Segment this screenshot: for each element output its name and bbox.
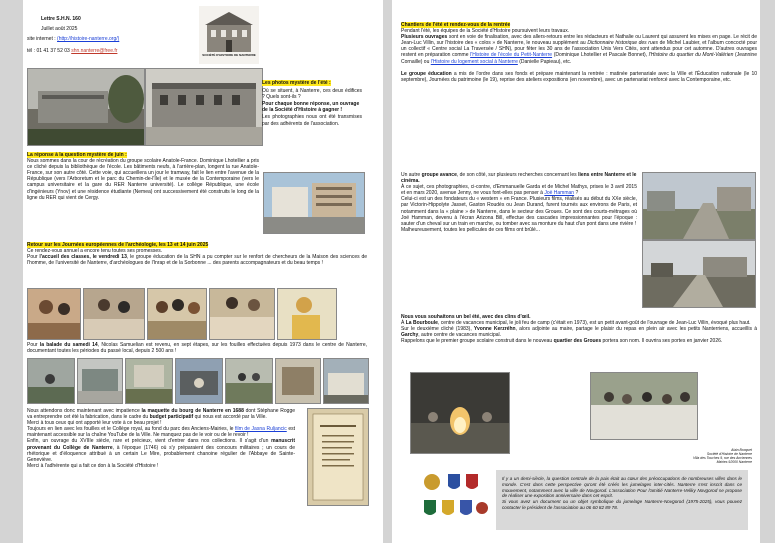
ecole-link[interactable]: l'Histoire de l'école du Petit-Nanterre [470,52,553,59]
ouvrages-b: de Michel Laubier, et l'album concocté pour un collectif « Centre social La Traversée / SHN), pour fêter les 30 ans de l'association Unis Vers Cités, sont attendus pour cet automne. D'autres ouvrages restent en préparation comme [401,40,757,59]
education-bold: Le groupe éducation [401,70,452,77]
bourboule-pre: À [401,320,406,327]
cinema-photos-text [401,184,637,196]
mystery-prize: Pour chaque bonne réponse, un ouvrage de la Société d'Histoire à gagner ! [262,101,360,114]
manuscript-photo [307,408,369,506]
groues-post: portera son nom. Il ouvrira ses portes en janvier 2026. [601,338,723,345]
ete-groues [401,338,757,344]
bourboule-photo-image [411,373,509,453]
site-label: site internet : [27,36,56,42]
archeo-classes-post: , le groupe éducation de la SHN a pu compter sur le renfort de chercheurs de la Maison des sciences de l'homme, de l'université de Nanterre, d'archéologues de l'Inrap et de la Sorbonne ... des parents accompagnateurs et du beau temps ! [27,254,368,267]
ouvrages-c: (Dominique Lhotellier et Pascale Bonnet), [552,52,649,59]
archeo-balade-pre: Pour [27,342,40,348]
ouvrages-e: (Danielle Papieau), etc. [517,58,572,65]
logo-line-1: SOCIÉTÉ D'HISTOIRE [202,53,234,57]
garchy-photo-image [591,373,697,439]
balade-photo-3-image [126,359,172,403]
cinema-intro-bold: groupe avance [421,172,457,178]
balade-photo-2 [77,358,123,404]
chantiers-ouvrages [401,34,757,64]
maquette-section [27,408,295,469]
answer-photo [263,172,365,234]
cinema-intro-mid: , de son côté, sur plusieurs recherches concernant les [456,172,579,178]
society-logo [199,6,259,64]
logo-line-2: DE NANTERRE [234,53,256,57]
maquette-intro-pre: Nous attendons donc maintenant avec impatience [27,408,142,414]
mystery-section [262,80,362,127]
jumelage-text [502,476,742,511]
maquette-manuscript-post: , à l'époque (1746) où s'y préparaient des concours militaires ; un cours de rhétorique et d'éloquence attribué à un certain Le Mire, probablement chanoine régulier de l'Abbaye de Sainte-Geneviève. [27,444,295,463]
archeo-classes [27,254,367,266]
logo-caption [199,54,259,58]
hamman-link[interactable]: Joë Hamman [544,190,575,197]
mystery-title: Les photos mystère de l'été : [262,80,331,86]
archeo-photo-3-image [148,289,206,339]
garchy-bold: Yvonne Kerzréhn [473,326,516,333]
signature-block [690,448,752,464]
answer-body: Nous sommes dans la cour de récréation du groupe scolaire Anatole-France. Dominique Lhotellier a pris ce cliché depuis la bibliothèque de l'école. Les bâtiments neufs, à l'arrière-plan, longent la rue Anatole-France, sur son autre côté. Cette voie, qui accueillera un jour le tramway, fait le lien entre l'avenue de la République (vers l'Arboretum et le parc du Chemin-de-l'Île) et le musée de la Contemporaine (vers le campus universitaire et la gare du RER Nanterre université). Le collège République, une école d'ingénieurs (Ynov) et une résidence étudiante (Nemea) ont successivement été construits le long de la ligne du RER qui vient de Cergy. [27,158,259,201]
archeo-photo-3 [147,288,207,340]
balade-photo-6-image [276,359,320,403]
balade-photo-2-image [78,359,122,403]
cinema-western: Celui-ci est un des fondateurs du « western » en France. Plusieurs films, réalisés au début du XXe siècle, par Victorin-Hippolyte Jasset, Gaston Roudès ou Jean Durand, furent tournés aux environs de Paris, et notamment dans la « plaine » de Nanterre, dans le secteur des Groues. Ce sont des courts-métrages où Joë Hamman, devenu à l'écran Arizona Bill, effectue des cascades impressionnantes pour l'époque : sauter d'un cheval sur un train en marche, ou tomber avec sa monture du haut d'un pont dans une rivière ! [401,196,637,227]
garchy-mid: , alors adjointe au maire, partage le plaisir du repas en plein air avec les petits Nanterriens, accueillis à [515,326,757,333]
maquette-film [27,426,295,438]
archeo-photo-5-image [278,289,336,339]
archeo-photo-1 [27,288,81,340]
bourboule-post: , centre de vacances municipal, le joli feu de camp (c'était en 1973), est un petit avant-goût de l'ouvrage de Jean-Luc Villin, évoqué plus haut. [437,320,751,327]
signature-role: Société d'Histoire de Nanterre [706,452,752,456]
chantiers-section [401,22,757,83]
avenue-jenny-photo-2 [642,240,756,308]
maquette-manuscript [27,438,295,462]
mystery-photo-1-image [28,69,144,145]
maquette-donor: Merci à l'adhérente qui a fait ce don à la Société d'Histoire ! [27,462,159,469]
jumelage-p1: Il y a un demi-siècle, la question centrale de la paix était au cœur des préoccupations de nombreuses villes dans le monde. C'est dans cette perspective qu'ont été créés les jumelages inter-cités. Nanterre s'est inscrit dans ce mouvement, notamment avec la ville de Novgorod. L'association Pour l'amitié Nanterre-Veliky Novgorod se propose de réaliser une exposition anniversaire dans cet esprit. [502,476,742,499]
mystery-credit: Les photographies nous ont été transmises par des adhérents de l'association. [262,114,362,127]
archeo-section [27,242,367,266]
maquette-manuscript-pre: Enfin, un ouvrage du XVIIIe siècle, rare et précieux, vient d'entrer dans nos collections. Il s'agit d'un [27,438,272,445]
maquette-intro-bold2: budget participatif [149,414,194,421]
archeo-photo-4-image [210,289,274,339]
avenue-jenny-photo-1-image [643,173,755,239]
manuscript-photo-image [308,409,368,505]
chantiers-intro: Pendant l'été, les équipes de la Société d'Histoire poursuivent leurs travaux. [401,28,570,35]
balade-photo-5-image [226,359,272,403]
balade-photo-4-image [176,359,222,403]
newsletter-page-1 [23,0,383,543]
contact-line [27,48,117,54]
archeo-photo-1-image [28,289,80,339]
site-line [27,36,119,42]
answer-section [27,152,259,201]
answer-photo-image [264,173,364,233]
garchy-photo [590,372,698,440]
balade-photo-1-image [28,359,74,403]
balade-photo-1 [27,358,75,404]
newsletter-title: Lettre S.H.N. 160 [41,16,81,22]
garchy-pre: Sur le deuxième cliché (1983), [401,326,474,333]
mystery-photo-1 [27,68,145,146]
bourboule-bold: La Bourboule [405,320,438,327]
balade-photo-7-image [324,359,368,403]
maquette-thanks: Merci à tous ceux qui ont apporté leur vote à ce beau projet ! [27,420,162,427]
maquette-intro-bold: la maquette du bourg de Nanterre en 1688 [141,408,244,414]
signature-city: Mairies 92000 Nanterre [716,460,752,464]
balade-photo-5 [225,358,273,404]
cinema-photos-pre: À ce sujet, ces photographies, ci-contre, d'Emmanuelle Garda et de Michel Mathys, prises le 3 avril 2015 et en mars 2020, avenue Jenny, ne vous font-elles pas penser à [401,184,637,197]
archeo-balade [27,342,367,354]
crest-icons [418,470,490,530]
maquette-film-pre: Toujours en lien avec les fouilles et le Collège royal, au fond du parc des Anciens-Mairies, le [27,426,236,433]
archeo-classes-pre: Pour [27,254,40,261]
ete-intro: Nous vous souhaitons un bel été, avec des clins d'œil. [401,314,531,320]
cinema-intro-pre: Un autre [401,172,422,178]
jumelage-emblems [418,470,490,530]
balade-photo-3 [125,358,173,404]
cinema-intro [401,172,637,184]
newsletter-page-2 [392,0,760,543]
groues-pre: Rappelons que le premier groupe scolaire construit dans le nouveau [401,338,554,345]
ouvrages-dict: Dictionnaire historique des rues [587,40,659,47]
groues-bold: quartier des Groues [553,338,602,345]
signature-name: Alain Bocquet [731,448,752,452]
phone-number: tél : 01 41 37 52 03 [27,48,70,54]
maquette-intro-post: qui nous est accordé par la Ville. [193,414,267,421]
header-box [27,14,167,64]
mystery-question: Où se situent, à Nanterre, ces deux édifices ? Quels sont-ils ? [262,88,362,101]
archeo-intro: Ce rendez-vous annuel a encore tenu toutes ses promesses. [27,248,163,255]
garchy-bold2: Garchy [401,332,419,339]
avenue-jenny-photo-2-image [643,241,755,307]
email-link[interactable]: shn.nanterre@free.fr [71,48,118,54]
ouvrages-mont: l'Histoire du quartier du Mont-Valérien [648,52,734,59]
cinema-section [401,172,637,233]
balade-photo-7 [323,358,369,404]
mystery-photo-2 [145,68,263,146]
answer-title: La réponse à la question mystère de juin : [27,152,127,158]
cinema-films-lost: Malheureusement, toutes les pellicules de ces films ont brûlé... [401,226,540,233]
balade-photo-6 [275,358,321,404]
mystery-photo-2-image [146,69,262,145]
archeo-photo-4 [209,288,275,340]
balade-photo-4 [175,358,223,404]
archeo-photo-2 [83,288,145,340]
jumelage-box [418,470,750,530]
ouvrages-a: sont en voie de finalisation, avec des allers-retours entre les rédacteurs et Nathalie ou Laurent qui assurent les mises en page. Le récit de Jean-Luc Villin, sur l'histoire des « colos » de Nanterre, le nouveau supplément au [401,34,757,47]
maquette-manuscript-bold: manuscrit provenant du Collège de Nanterre [27,438,295,451]
bourboule-photo [410,372,510,454]
chantiers-education [401,71,757,83]
cinema-photos-post: ? [574,190,579,197]
ete-garchy [401,326,757,338]
signature-address: Villa des Touches 9, rue des Anciennes [692,456,752,460]
jumelage-p2: Si vous avez un document ou un objet symbolique du jumelage Nanterre-Novgorod (1975-2025), vous pouvez contacter le président de l'association au 06 60 82 89 78. [502,499,742,510]
cinema-intro-bold2: liens entre Nanterre et le cinéma. [401,172,637,185]
site-link[interactable]: (http://histoire-nanterre.org/) [57,36,120,42]
archeo-photo-2-image [84,289,144,339]
maquette-intro-mid: dont Stéphane Rogge va entreprendre cet été la fabrication, dans le cadre du [27,408,296,421]
maquette-film-post: est maintenant accessible sur la chaîne YouTube de la Ville. Ne manquez pas de le voir ou de le revoir ! [27,426,295,439]
ete-section [401,314,757,344]
archeo-title: Retour sur les Journées européennes de l'archéologie, les 13 et 14 juin 2025 [27,242,209,248]
chantiers-title: Chantiers de l'été et rendez-vous de la rentrée [401,22,511,28]
archeo-balade-bold: la balade du samedi 14 [39,342,98,348]
avenue-jenny-photo-1 [642,172,756,240]
archeo-photo-5 [277,288,337,340]
archeo-classes-bold: l'accueil des classes, le vendredi 13 [39,254,127,261]
jumelage-text-box [496,470,748,530]
film-link[interactable]: film de Jasna Ruljancic [235,426,287,433]
archeo-balade-post: , Nicolas Samuelian est revenu, en sept étapes, sur les fouilles effectuées depuis 1973 dans le centre de Nanterre, documentant toutes les périodes du passé local, depuis 2 500 ans ! [27,342,368,355]
ouvrages-bold: Plusieurs ouvrages [401,34,448,41]
education-post: a mis de l'ordre dans ses fonds et prépare maintenant la rentrée : matinée partenariale avec la Ville et l'Éducation nationale (le 10 septembre), Journées du patrimoine (le 19), reprise des ateliers expositions (en novembre), avec un partenariat renforcé avec la Contemporaine, etc. [401,70,758,83]
garchy-post: , autre centre de vacances municipal. [418,332,502,339]
newsletter-date: Juillet août 2025 [41,26,78,32]
ouvrages-d: (Jeannine Cornaille) ou [401,52,757,65]
maquette-intro [27,408,295,420]
logement-link[interactable]: l'Histoire du logement social à Nanterre [430,58,518,65]
